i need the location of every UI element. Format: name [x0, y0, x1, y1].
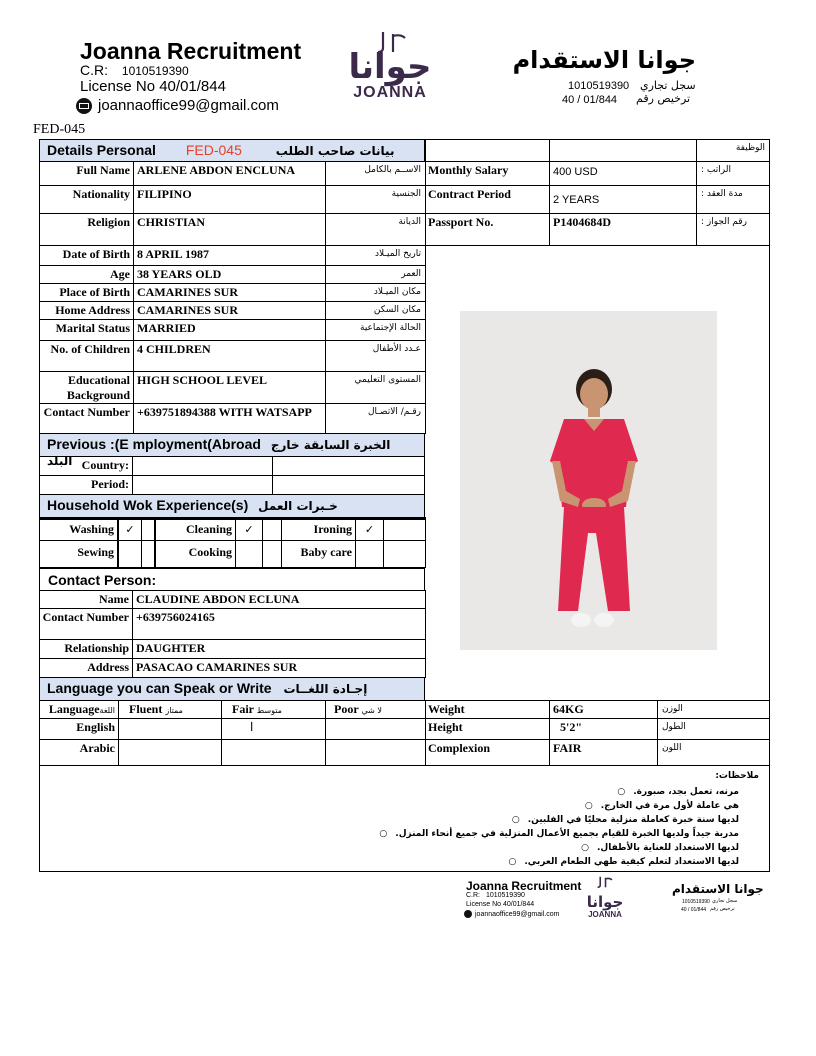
note-item: مدربة جيداً ولديها الخبرة للقيام بجميع الأعمال المنزلية في جميع أنحاء المنزل. ○ — [379, 827, 739, 841]
detail-label-ar: رقـم/ الاتصـال — [325, 403, 426, 434]
contract-label: Contract Period — [425, 185, 550, 214]
detail-label: No. of Children — [39, 340, 134, 372]
contact-label: Address — [39, 658, 133, 678]
section-details-personal — [39, 139, 425, 162]
country-label: Country: — [39, 456, 133, 476]
contact-value: DAUGHTER — [132, 639, 426, 659]
company-name-ar: جوانا الاستقدام — [512, 46, 696, 74]
complexion-label: Complexion — [425, 739, 550, 766]
header-empty-2 — [549, 139, 697, 162]
cr-line — [80, 62, 189, 78]
household-skill-label: Baby care — [281, 540, 356, 568]
arabic-poor — [325, 739, 426, 766]
detail-value: 8 APRIL 1987 — [133, 245, 326, 266]
household-spacer — [262, 517, 282, 541]
notes-list — [379, 785, 739, 869]
detail-value: +639751894388 WITH WATSAPP — [133, 403, 326, 434]
ar-license-label: ترخيص رقم — [636, 92, 691, 105]
household-title-ar: خـبرات العمل — [258, 499, 338, 513]
section-household-experience — [39, 494, 425, 518]
salary-label-ar: الراتب : — [696, 161, 770, 186]
reference-code: FED-045 — [33, 122, 86, 137]
english-fair: ا — [221, 718, 326, 740]
footer-license: License No 40/01/844 — [466, 901, 535, 908]
section-contact-person: Contact Person: — [39, 568, 425, 591]
email-text: joannaoffice99@gmail.com — [98, 97, 279, 114]
license-line: License No 40/01/844 — [80, 78, 226, 95]
household-skill-label: Washing — [39, 517, 118, 541]
salary-label: Monthly Salary — [425, 161, 550, 186]
household-spacer — [141, 517, 155, 541]
household-spacer — [141, 540, 155, 568]
passport-label: Passport No. — [425, 213, 550, 246]
period-value — [132, 475, 273, 495]
period-extra — [272, 475, 425, 495]
household-skill-label: Ironing — [281, 517, 356, 541]
contract-value: 2 YEARS — [549, 185, 697, 214]
ar-license-number: 40 / 01/844 — [562, 94, 618, 106]
detail-value: FILIPINO — [133, 185, 326, 214]
household-check-icon — [235, 540, 263, 568]
salary-value: 400 USD — [549, 161, 697, 186]
lang-head-fluent: Fluent ممتاز — [118, 700, 222, 719]
logo-english: JOANNA — [353, 84, 427, 101]
details-code: FED-045 — [185, 142, 242, 158]
footer-ar-license-number: 40 / 01/844 — [681, 907, 707, 913]
detail-value: CAMARINES SUR — [133, 283, 326, 302]
english-fluent — [118, 718, 222, 740]
footer-email-line — [464, 910, 559, 918]
note-item: لديها الاستعداد للعناية بالأطفال. ○ — [379, 841, 739, 855]
person-figure-icon — [460, 311, 717, 650]
cr-number: 1010519390 — [121, 64, 189, 78]
arabic-fluent — [118, 739, 222, 766]
notes-section — [40, 768, 769, 872]
weight-label: Weight — [425, 700, 550, 719]
contact-value: PASACAO CAMARINES SUR — [132, 658, 426, 678]
applicant-photo — [460, 311, 717, 650]
details-title: Details Personal — [47, 142, 156, 158]
detail-value: CAMARINES SUR — [133, 301, 326, 320]
ar-cr-label: سجل تجاري — [640, 79, 696, 92]
household-spacer — [383, 517, 426, 541]
detail-value: 38 YEARS OLD — [133, 265, 326, 284]
detail-value: 4 CHILDREN — [133, 340, 326, 372]
household-check-icon: ✓ — [355, 517, 384, 541]
household-check-icon — [118, 540, 142, 568]
detail-label-ar: تاريخ الميـلاد — [325, 245, 426, 266]
passport-value: P1404684D — [549, 213, 697, 246]
detail-label-ar: مكان السكن — [325, 301, 426, 320]
household-check-icon — [355, 540, 384, 568]
company-name: Joanna Recruitment — [80, 38, 302, 64]
footer-logo: جوانا JOANNA — [583, 875, 627, 919]
lang-head-fair: Fair متوسط — [221, 700, 326, 719]
height-value: 5'2" — [549, 718, 658, 740]
height-label-ar: الطول — [657, 718, 770, 740]
household-skill-label: Sewing — [39, 540, 118, 568]
household-skill-label: Cleaning — [155, 517, 236, 541]
household-spacer — [262, 540, 282, 568]
household-check-icon: ✓ — [118, 517, 142, 541]
household-spacer — [383, 540, 426, 568]
note-item: لديها سنة خبرة كعاملة منزلية محليًا في الفلبين. ○ — [379, 813, 739, 827]
previous-title: Previous :(E mployment(Abroad — [47, 436, 261, 452]
footer-ar-cr-number: 1010519390 — [682, 899, 710, 905]
header-empty-1 — [425, 139, 550, 162]
period-label: Period: — [39, 475, 133, 495]
detail-value: ARLENE ABDON ENCLUNA — [133, 161, 326, 186]
detail-label: Home Address — [39, 301, 134, 320]
country-value — [132, 456, 273, 476]
contact-value: +639756024165 — [132, 608, 426, 640]
lang-row-arabic: Arabic — [39, 739, 119, 766]
country-extra — [272, 456, 425, 476]
language-title-ar: إجـادة اللغــات — [283, 682, 368, 696]
contact-label: Relationship — [39, 639, 133, 659]
brand-logo — [345, 28, 435, 120]
household-check-icon: ✓ — [235, 517, 263, 541]
english-poor — [325, 718, 426, 740]
note-item: هي عاملة لأول مرة في الخارج. ○ — [379, 799, 739, 813]
lang-head-language: Languageاللغة — [39, 700, 119, 719]
detail-label: Religion — [39, 213, 134, 246]
detail-label: Date of Birth — [39, 245, 134, 266]
detail-label-ar: الحالة الإجتماعية — [325, 319, 426, 341]
detail-label: Age — [39, 265, 134, 284]
detail-label: Nationality — [39, 185, 134, 214]
weight-label-ar: الوزن — [657, 700, 770, 719]
detail-label: Place of Birth — [39, 283, 134, 302]
logo-arabic: جوانا — [348, 47, 432, 87]
email-icon — [76, 98, 92, 114]
detail-label: Full Name — [39, 161, 134, 186]
lang-row-english: English — [39, 718, 119, 740]
arabic-fair — [221, 739, 326, 766]
detail-label-ar: العمر — [325, 265, 426, 284]
footer-ar-cr-label: سجل تجاري — [712, 898, 738, 904]
household-divider — [39, 517, 425, 520]
detail-label-ar: الديانة — [325, 213, 426, 246]
job-label-ar: الوظيفة — [696, 139, 770, 162]
detail-label-ar: مكان الميـلاد — [325, 283, 426, 302]
ar-cr-number: 1010519390 — [568, 80, 630, 92]
email-line — [76, 97, 279, 114]
detail-label-ar: الجنسية — [325, 185, 426, 214]
detail-label-ar: عـدد الأطفال — [325, 340, 426, 372]
contact-value: CLAUDINE ABDON ECLUNA — [132, 590, 426, 609]
contact-label: Name — [39, 590, 133, 609]
detail-label: Marital Status — [39, 319, 134, 341]
language-title: Language you can Speak or Write — [47, 680, 272, 696]
cr-label: C.R: — [80, 62, 108, 78]
previous-title-ar: الخبرة السابقة خارج البلد — [47, 438, 391, 468]
weight-value: 64KG — [549, 700, 658, 719]
passport-label-ar: رقم الجواز : — [696, 213, 770, 246]
lang-head-poor: Poor لا شي — [325, 700, 426, 719]
detail-value: HIGH SCHOOL LEVEL — [133, 371, 326, 404]
detail-label: Contact Number — [39, 403, 134, 434]
note-item: مرنه، تعمل بجد، صبورة. ○ — [379, 785, 739, 799]
height-label: Height — [425, 718, 550, 740]
household-title: Household Wok Experience(s) — [47, 497, 249, 513]
household-skill-label: Cooking — [155, 540, 236, 568]
complexion-value: FAIR — [549, 739, 658, 766]
footer-logo-mark-icon — [596, 875, 614, 889]
footer-ar-license-label: ترخيص رقم — [710, 906, 735, 912]
section-language — [39, 677, 425, 701]
details-title-ar: بيانات صاحب الطلب — [275, 144, 395, 158]
contract-label-ar: مدة العقد : — [696, 185, 770, 214]
notes-title: ملاحظات: — [715, 771, 759, 781]
detail-label-ar: الاســم بالكامل — [325, 161, 426, 186]
note-item: لديها الاستعداد لتعلم كيفية طهي الطعام العربي. ○ — [379, 855, 739, 869]
footer-email: joannaoffice99@gmail.com — [475, 910, 560, 918]
footer-email-icon — [464, 910, 472, 918]
detail-value: MARRIED — [133, 319, 326, 341]
footer-cr-line: C.R: 1010519390 — [466, 892, 525, 899]
detail-label: Educational Background — [39, 371, 134, 404]
logo-mark-icon — [375, 30, 409, 54]
detail-value: CHRISTIAN — [133, 213, 326, 246]
footer-company-ar: جوانا الاستقدام — [672, 882, 764, 896]
detail-label-ar: المستوى التعليمي — [325, 371, 426, 404]
footer-company-name: Joanna Recruitment — [466, 879, 582, 893]
complexion-label-ar: اللون — [657, 739, 770, 766]
contact-label: Contact Number — [39, 608, 133, 640]
